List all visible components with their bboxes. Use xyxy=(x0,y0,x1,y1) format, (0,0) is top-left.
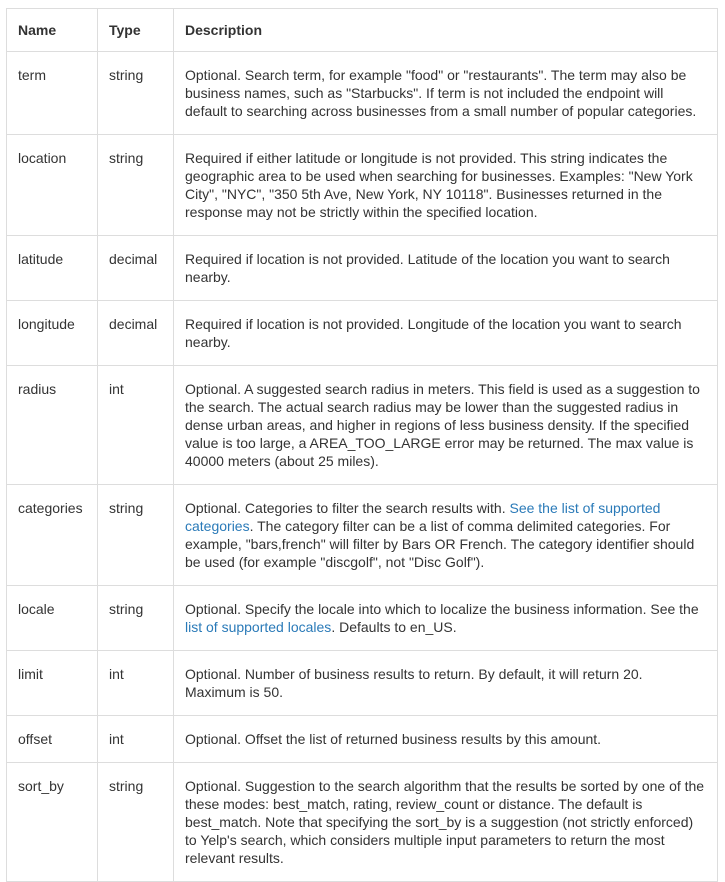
table-header-row xyxy=(7,9,718,52)
table-row xyxy=(7,135,718,236)
param-name: location xyxy=(7,135,98,236)
param-name: radius xyxy=(7,366,98,485)
param-name: categories xyxy=(7,485,98,586)
param-description xyxy=(174,485,718,586)
param-type: string xyxy=(98,763,174,882)
param-description: Optional. A suggested search radius in meters. This field is used as a suggestion to the search. The actual search radius may be lower than the suggested radius in dense urban areas, and higher in regions of less business density. If the specified value is too large, a AREA_TOO_LARGE error may be returned. The max value is 40000 meters (about 25 miles). xyxy=(174,366,718,485)
description-text: Optional. Categories to filter the search results with. xyxy=(185,500,510,516)
param-name: sort_by xyxy=(7,763,98,882)
param-description: Required if either latitude or longitude is not provided. This string indicates the geographic area to be used when searching for businesses. Examples: "New York City", "NYC", "350 5th Ave, New York, NY 10118". Businesses returned in the response may not be strictly within the specified location. xyxy=(174,135,718,236)
default-locale-code: en_US xyxy=(409,619,453,635)
column-header-name: Name xyxy=(7,9,98,52)
param-type: string xyxy=(98,135,174,236)
parameters-table xyxy=(6,8,718,882)
table-row xyxy=(7,52,718,135)
param-name: limit xyxy=(7,651,98,716)
param-description: Optional. Number of business results to return. By default, it will return 20. Maximum is 50. xyxy=(174,651,718,716)
param-description: Optional. Search term, for example "food" or "restaurants". The term may also be business names, such as "Starbucks". If term is not included the endpoint will default to searching across businesses from a small number of popular categories. xyxy=(174,52,718,135)
param-name: locale xyxy=(7,586,98,651)
param-name: term xyxy=(7,52,98,135)
description-text: Optional. Specify the locale into which to localize the business information. See the xyxy=(185,601,699,617)
param-type: int xyxy=(98,651,174,716)
param-type: int xyxy=(98,366,174,485)
param-description xyxy=(174,586,718,651)
table-row xyxy=(7,651,718,716)
param-description: Optional. Suggestion to the search algorithm that the results be sorted by one of the these modes: best_match, rating, review_count or distance. The default is best_match. Note that specifying the sort_by is a suggestion (not strictly enforced) to Yelp's search, which considers multiple input parameters to return the most relevant results. xyxy=(174,763,718,882)
table-row xyxy=(7,586,718,651)
param-type: decimal xyxy=(98,301,174,366)
param-name: latitude xyxy=(7,236,98,301)
table-row xyxy=(7,236,718,301)
param-type: string xyxy=(98,586,174,651)
param-type: int xyxy=(98,716,174,763)
description-text: . The category filter can be a list of comma delimited categories. For example, "bars,french" will filter by Bars OR French. The category identifier should be used (for example "discgolf", not "Disc Golf"). xyxy=(185,518,695,570)
table-row xyxy=(7,716,718,763)
column-header-type: Type xyxy=(98,9,174,52)
table-row xyxy=(7,366,718,485)
param-description: Required if location is not provided. Longitude of the location you want to search nearby. xyxy=(174,301,718,366)
description-text: . xyxy=(452,619,457,635)
param-name: longitude xyxy=(7,301,98,366)
param-description: Optional. Offset the list of returned business results by this amount. xyxy=(174,716,718,763)
param-description: Required if location is not provided. Latitude of the location you want to search nearby. xyxy=(174,236,718,301)
categories-list-link[interactable]: See the list of supported categories xyxy=(185,500,661,534)
table-row xyxy=(7,301,718,366)
description-text: . Defaults to xyxy=(331,619,410,635)
table-row xyxy=(7,485,718,586)
table-row xyxy=(7,763,718,882)
param-type: string xyxy=(98,485,174,586)
param-name: offset xyxy=(7,716,98,763)
param-type: string xyxy=(98,52,174,135)
column-header-description: Description xyxy=(174,9,718,52)
locales-list-link[interactable]: list of supported locales xyxy=(185,619,332,635)
param-type: decimal xyxy=(98,236,174,301)
